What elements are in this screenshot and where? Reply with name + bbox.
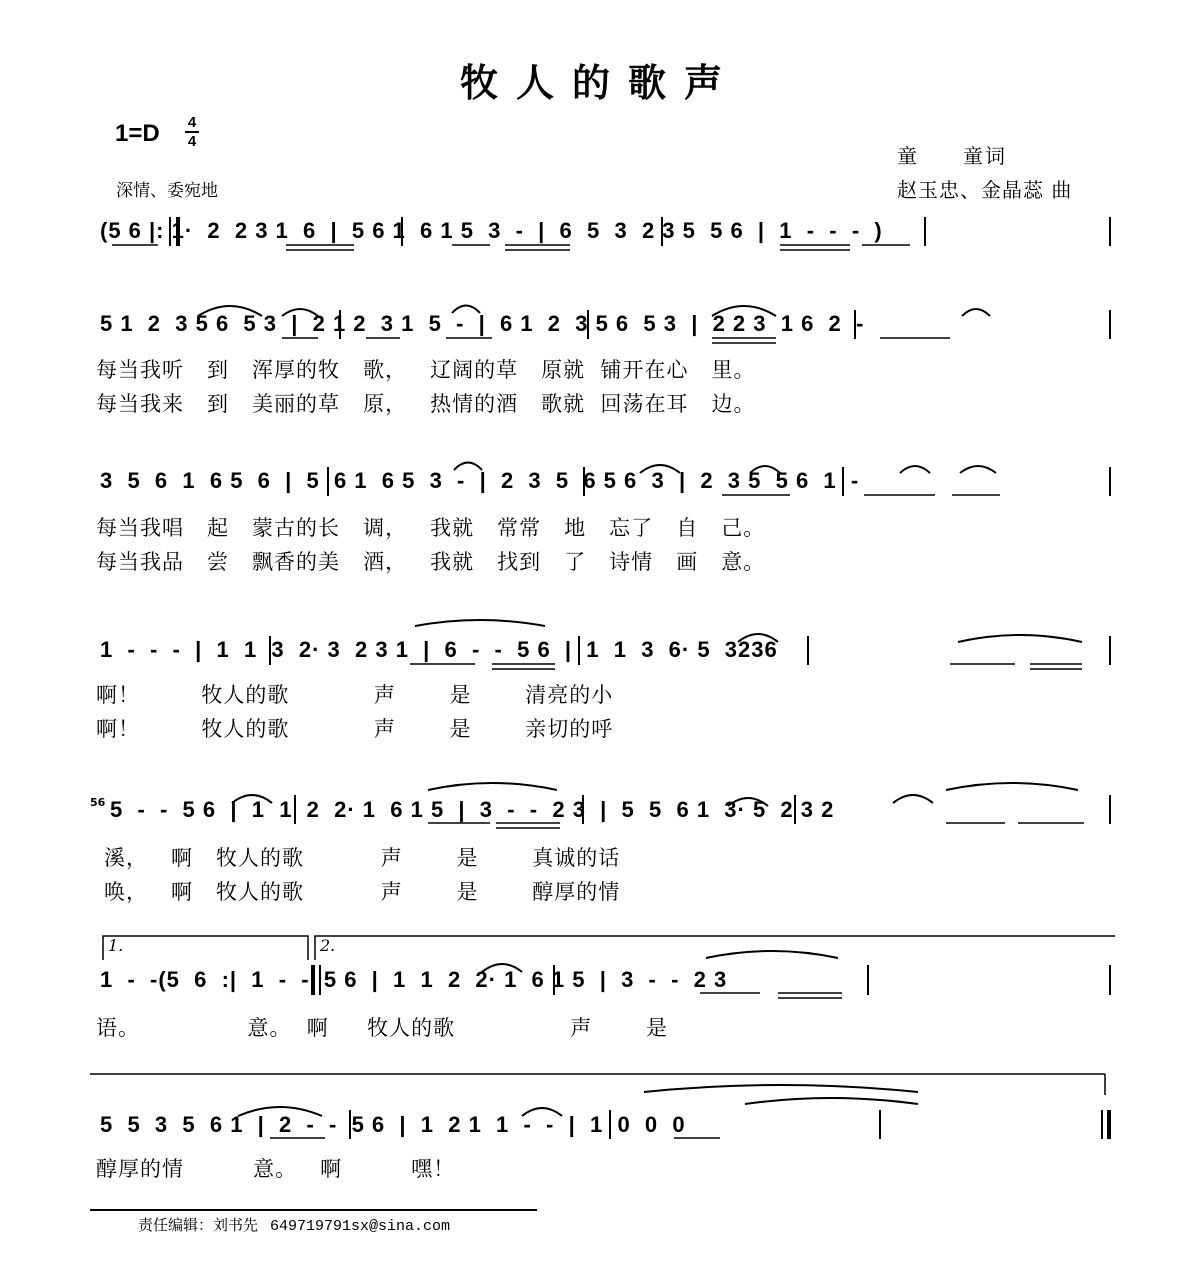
grace-notes: 56 bbox=[90, 796, 106, 809]
volta-1-label: 1. bbox=[108, 936, 124, 955]
lyricist-credit: 童 童词 bbox=[897, 144, 1007, 168]
time-signature-bottom: 4 bbox=[187, 133, 197, 150]
editor-email: 649719791sx@sina.com bbox=[270, 1218, 451, 1235]
footer-credits bbox=[138, 1214, 450, 1235]
score-system-7-notes: 5 5 3 5 6 1 | 2 - - 5 6 | 1 2 1 1 - - | 1 0 0 0 bbox=[100, 1112, 686, 1137]
system-5-lyrics-verse-2: 唤， 啊 牧人的歌 声 是 醇厚的情 bbox=[104, 880, 621, 904]
system-3-lyrics-verse-2: 每当我品 尝 飘香的美 酒， 我就 找到 了 诗情 画 意。 bbox=[96, 550, 766, 574]
system-4-lyrics-verse-2: 啊！ 牧人的歌 声 是 亲切的呼 bbox=[96, 717, 614, 741]
score-system-6-notes: 1 - -(5 6 :| 1 - - 5 6 | 1 1 2 2· 1 6 1 5 | 3 - - 2 3 bbox=[100, 967, 728, 992]
score-system-3-notes: 3 5 6 1 6 5 6 | 5 6 1 6 5 3 - | 2 3 5 6 5 6 3 | 2 3 5 5 6 1 - bbox=[100, 468, 860, 493]
system-2-lyrics-verse-1: 每当我听 到 浑厚的牧 歌， 辽阔的草 原就 铺开在心 里。 bbox=[96, 358, 756, 382]
system-2-lyrics-verse-2: 每当我来 到 美丽的草 原， 热情的酒 歌就 回荡在耳 边。 bbox=[96, 392, 756, 416]
score-system-4-notes: 1 - - - | 1 1 3 2· 3 2 3 1 | 6 - - 5 6 | 1 1 3 6· 5 3236 bbox=[100, 637, 778, 662]
footer-divider bbox=[90, 1209, 537, 1211]
score-system-2-notes: 5 1 2 3 5 6 5 3 | 2 1 2 3 1 5 - | 6 1 2 3 5 6 5 3 | 2 2 3 1 6 2 - bbox=[100, 311, 865, 336]
song-title: 牧人的歌声 bbox=[459, 61, 740, 105]
key-signature: 1=D bbox=[115, 120, 160, 147]
score-system-5-notes: 5 - - 5 6 | 1 1 2 2· 1 6 1 5 | 3 - - 2 3 | 5 5 6 1 3· 5 2 3 2 bbox=[110, 797, 835, 822]
composer-credit: 赵玉忠、金晶蕊 曲 bbox=[897, 178, 1073, 202]
system-5-lyrics-verse-1: 溪， 啊 牧人的歌 声 是 真诚的话 bbox=[104, 846, 621, 870]
system-3-lyrics-verse-1: 每当我唱 起 蒙古的长 调， 我就 常常 地 忘了 自 己。 bbox=[96, 516, 766, 540]
tempo-marking: 深情、委宛地 bbox=[116, 181, 218, 201]
time-signature-top: 4 bbox=[187, 114, 197, 131]
system-4-lyrics-verse-1: 啊！ 牧人的歌 声 是 清亮的小 bbox=[96, 683, 614, 707]
system-6-lyrics: 语。 意。 啊 牧人的歌 声 是 bbox=[96, 1016, 669, 1040]
volta-2-label: 2. bbox=[320, 936, 336, 955]
score-system-1-notes: (5 6 |: 1· 2 2 3 1 6 | 5 6 1 6 1 5 3 - | 6 5 3 2 3 5 5 6 | 1 - - - ) bbox=[100, 218, 883, 243]
editor-credit: 责任编辑：刘书先 bbox=[138, 1216, 259, 1234]
system-7-lyrics: 醇厚的情 意。 啊 嘿！ bbox=[96, 1157, 456, 1181]
